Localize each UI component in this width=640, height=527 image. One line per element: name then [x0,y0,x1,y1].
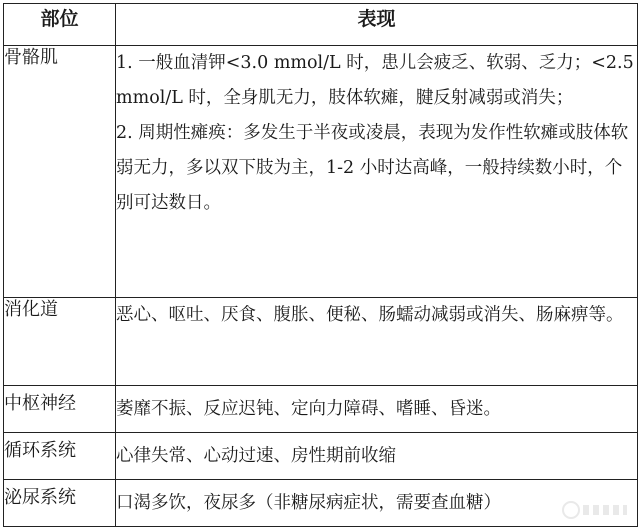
row-description [116,433,638,480]
table-row [4,433,638,480]
table-row [4,386,638,433]
table-row [4,480,638,527]
row-description [116,46,638,298]
table-row [4,46,638,298]
watermark-glyphs-icon [583,505,627,515]
row-part-label: 泌尿系统 [4,480,116,527]
row-description [116,298,638,386]
description-paragraph: 恶心、呕吐、厌食、腹胀、便秘、肠蠕动减弱或消失、肠麻痹等。 [116,305,624,325]
header-part: 部位 [4,4,116,46]
description-paragraph: 1. 一般血清钾<3.0 mmol/L 时，患儿会疲乏、软弱、乏力；<2.5 mmol/L 时，全身肌无力，肢体软瘫，腱反射减弱或消失； [116,53,634,108]
description-paragraph: 萎靡不振、反应迟钝、定向力障碍、嗜睡、昏迷。 [116,399,501,419]
logo-watermark-icon [562,499,632,521]
description-paragraph: 心律失常、心动过速、房性期前收缩 [116,446,396,466]
table-row [4,298,638,386]
watermark-circle-icon [562,501,580,519]
row-part-label: 消化道 [4,298,116,386]
row-part-label: 循环系统 [4,433,116,480]
header-manifestation: 表现 [116,4,638,46]
row-part-label: 中枢神经 [4,386,116,433]
table-header-row [4,4,638,46]
symptom-table [3,3,638,527]
description-paragraph: 2. 周期性瘫痪：多发生于半夜或凌晨，表现为发作性软瘫或肢体软弱无力，多以双下肢为主，1-2 小时达高峰，一般持续数小时，个别可达数日。 [116,123,629,213]
row-part-label: 骨骼肌 [4,46,116,298]
row-description [116,386,638,433]
description-paragraph: 口渴多饮，夜尿多（非糖尿病症状，需要查血糖） [116,493,501,513]
row-description [116,480,638,527]
